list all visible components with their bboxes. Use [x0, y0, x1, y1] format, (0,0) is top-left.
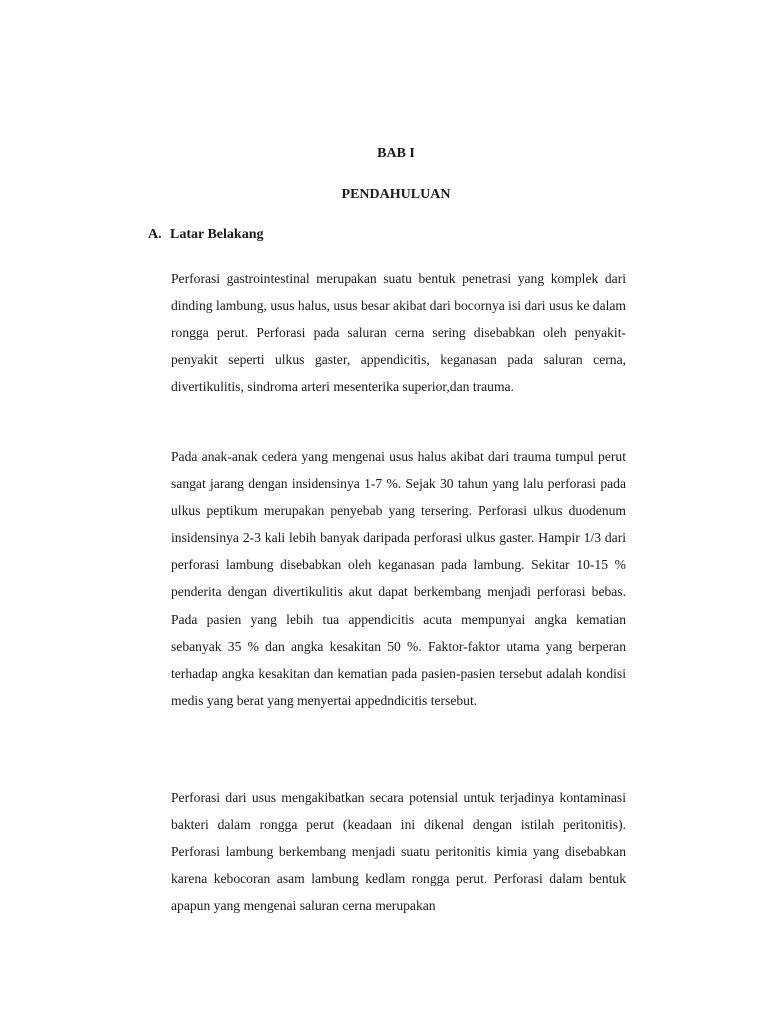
- section-heading: [148, 227, 263, 243]
- section-letter: A.: [148, 227, 162, 242]
- body-paragraph-3: Perforasi dari usus mengakibatkan secara potensial untuk terjadinya kontaminasi bakteri dalam rongga perut (keadaan ini dikenal dengan istilah peritonitis). Perforasi lambung berkembang menjadi suatu peritonitis kimia yang disebabkan karena kebocoran asam lambung kedlam rongga perut. Perforasi dalam bentuk apapun yang mengenai saluran cerna merupakan: [171, 790, 626, 914]
- body-paragraph-1: Perforasi gastrointestinal merupakan suatu bentuk penetrasi yang komplek dari dinding lambung, usus halus, usus besar akibat dari bocornya isi dari usus ke dalam rongga perut. Perforasi pada saluran cerna sering disebabkan oleh penyakit-penyakit seperti ulkus gaster, appendicitis, keganasan pada saluran cerna, divertikulitis, sindroma arteri mesenterika superior,dan trauma.: [171, 271, 626, 395]
- chapter-number: BAB I: [377, 146, 415, 161]
- section-title: Latar Belakang: [170, 227, 264, 242]
- chapter-title: PENDAHULUAN: [341, 187, 451, 202]
- body-paragraph-2: Pada anak-anak cedera yang mengenai usus halus akibat dari trauma tumpul perut sangat jarang dengan insidensinya 1-7 %. Sejak 30 tahun yang lalu perforasi pada ulkus peptikum merupakan penyebab yang tersering. Perforasi ulkus duodenum insidensinya 2-3 kali lebih banyak daripada perforasi ulkus gaster. Hampir 1/3 dari perforasi lambung disebabkan oleh keganasan pada lambung. Sekitar 10-15 % penderita dengan divertikulitis akut dapat berkembang menjadi perforasi bebas. Pada pasien yang lebih tua appendicitis acuta mempunyai angka kematian sebanyak 35 % dan angka kesakitan 50 %. Faktor-faktor utama yang berperan terhadap angka kesakitan dan kematian pada pasien-pasien tersebut adalah kondisi medis yang berat yang menyertai appedndicitis tersebut.: [171, 449, 626, 708]
